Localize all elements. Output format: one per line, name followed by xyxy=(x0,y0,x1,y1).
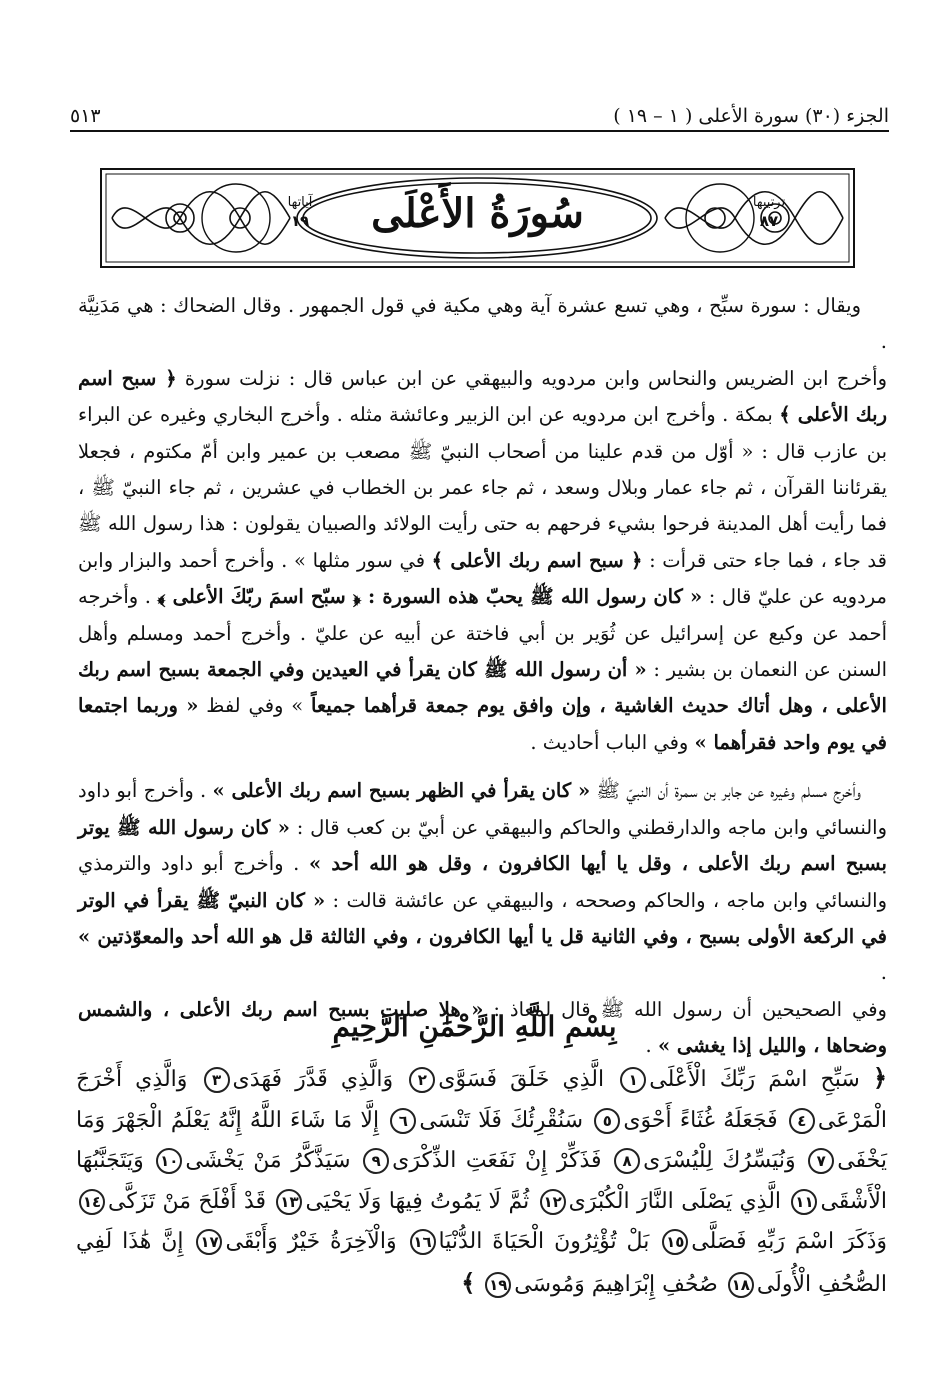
hadith-quote: « هلا صليت بسبح اسم ربك الأعلى ، والشمس وضحاها ، والليل إذا يغشى » xyxy=(78,997,887,1058)
verse-number-marker: ١ xyxy=(620,1067,646,1093)
order-number: ٨٧ xyxy=(759,212,779,230)
verse-number-marker: ١٢ xyxy=(540,1189,566,1215)
text-run: في سور مثلها » . وأخرج أحمد والبزار وابن مردويه عن عليّ قال : xyxy=(78,548,887,609)
verse-text: وَالَّذِي أَخْرَجَ الْمَرْعَى xyxy=(76,1067,888,1133)
verse-number-marker: ٣ xyxy=(204,1067,230,1093)
text-run: ويقال : سورة سبِّح ، وهي تسع عشرة آية وهي مكية في قول الجمهور . وقال الضحاك : هي مَدَنِيَّة . xyxy=(78,294,887,354)
verse-text: بَلْ تُؤْثِرُونَ الْحَيَاةَ الدُّنْيَا xyxy=(438,1229,650,1254)
verse-number-marker: ١١ xyxy=(791,1189,817,1215)
text-run: . وأخرج أبو داود والنسائي وابن ماجه والدارقطني والحاكم والبيهقي عن أبيّ بن كعب قال : xyxy=(78,779,888,839)
page-number: ٥١٣ xyxy=(70,105,101,127)
header-title: الجزء (٣٠) سورة الأعلى ( ١ – ١٩ ) xyxy=(613,105,889,127)
text-run: » وفي لفظ xyxy=(198,694,312,718)
hadith-quote: « كان النبيّ ﷺ يقرأ في الوتر في الركعة الأولى بسبح ، وفي الثانية قل يا أيها الكافرون ، وفي الثالثة قل هو الله أحد والمعوّذتين » xyxy=(78,888,887,948)
open-bracket: ﴿ xyxy=(872,1063,887,1092)
commentary-paragraph xyxy=(78,773,887,991)
verse-text: وَيَتَجَنَّبُهَا الْأَشْقَى xyxy=(76,1148,888,1214)
verses-label: آياتها xyxy=(287,195,313,210)
verse-text: سَيَذَّكَّرُ مَنْ يَخْشَى xyxy=(185,1148,351,1173)
basmala: بِسْمِ اللَّهِ الرَّحْمَٰنِ الرَّحِيمِ xyxy=(332,1010,617,1043)
surah-title-frame xyxy=(100,168,855,268)
close-bracket: ﴾ xyxy=(461,1267,476,1297)
text-run: وفي الصحيحين أن رسول الله ﷺ قال لمعاذ : xyxy=(483,997,887,1021)
hadith-quote: « كان يقرأ في الظهر بسبح اسم ربك الأعلى » xyxy=(212,779,591,803)
verse-number-marker: ١٩ xyxy=(485,1272,511,1298)
verse-text: سَبِّحِ اسْمَ رَبِّكَ الْأَعْلَى xyxy=(649,1067,860,1092)
text-run: وأخرج ابن الضريس والنحاس وابن مردويه والبيهقي عن ابن عباس قال : نزلت سورة xyxy=(176,366,887,390)
text-run: وفي الباب أحاديث . xyxy=(530,730,695,754)
quran-citation: ﴿ سبح اسم ربك الأعلى ﴾ xyxy=(78,366,887,427)
text-run: . وأخرج أبو داود والترمذي والنسائي وابن ماجه ، والحاكم وصححه ، والبيهقي عن عائشة قالت : xyxy=(78,852,887,912)
verse-text: صُحُفِ إِبْرَاهِيمَ وَمُوسَى xyxy=(514,1271,718,1297)
verse-number-marker: ٧ xyxy=(808,1148,834,1174)
hadith-quote: « كان رسول الله ﷺ يحبّ هذه السورة : ﴿ سبّح اسمَ ربّكَ الأعلى ﴾ xyxy=(157,585,703,609)
hadith-quote: « أن رسول الله ﷺ كان يقرأ في العيدين وفي الجمعة بسبح اسم ربك الأعلى ، وهل أتاك حديث الغاشية ، وإن وافق يوم جمعة قرأهما جميعاً xyxy=(78,658,887,718)
running-header xyxy=(70,96,889,132)
verse-text: وَالْآخِرَةُ خَيْرٌ وَأَبْقَى xyxy=(225,1229,397,1254)
text-run: . xyxy=(645,1034,658,1058)
verse-text: إِنَّ هَٰذَا لَفِي الصُّحُفِ الْأُولَى xyxy=(76,1229,887,1297)
verse-number-marker: ٩ xyxy=(363,1148,389,1174)
text-run: . وأخرجه أحمد عن وكيع عن إسرائيل عن ثُوَير بن أبي فاختة عن أبيه عن عليّ . وأخرج أحمد ومسلم وأهل السنن عن النعمان بن بشير : xyxy=(78,585,887,682)
verse-number-marker: ١٨ xyxy=(728,1272,754,1298)
verses-number: ١٩ xyxy=(290,212,310,230)
verses-count-medallion xyxy=(268,182,332,252)
order-label: ترتيبها xyxy=(752,195,786,210)
commentary-paragraph xyxy=(78,288,887,361)
verse-number-marker: ١٥ xyxy=(662,1229,688,1255)
verse-number-marker: ٨ xyxy=(614,1148,640,1174)
verse-text: وَالَّذِي قَدَّرَ فَهَدَى xyxy=(232,1067,394,1092)
verse-number-marker: ١٦ xyxy=(410,1229,436,1255)
text-run: . xyxy=(880,961,887,985)
quran-verses xyxy=(76,1058,887,1305)
text-run: بمكة . وأخرج ابن مردويه عن ابن الزبير وعائشة مثله . وأخرج البخاري وغيره عن البراء بن عازب قال : « أوّل من قدم علينا من أصحاب النبيّ ﷺ مصعب بن عمير وابن أمّ مكتوم ، فجعلا يقرئاننا القرآن ، ثم جاء عمار وبلال وسعد ، ثم جاء عمر بن الخطاب في عشرين ، ثم جاء النبيّ ﷺ ، فما رأيت أهل المدينة فرحوا بشيء فرحهم به حتى رأيت الولائد والصبيان يقولون : هذا رسول الله ﷺ قد جاء ، فما جاء حتى قرأت : xyxy=(78,403,887,572)
verse-text: فَذَكِّرْ إِنْ نَفَعَتِ الذِّكْرَى xyxy=(392,1148,602,1173)
verse-number-marker: ٢ xyxy=(409,1067,435,1093)
verse-number-marker: ١٣ xyxy=(276,1189,302,1215)
quran-citation: ﴿ سبح اسم ربك الأعلى ﴾ xyxy=(431,548,643,572)
verse-text: قَدْ أَفْلَحَ مَنْ تَزَكَّى xyxy=(108,1188,267,1214)
verse-number-marker: ١٤ xyxy=(79,1189,105,1215)
verse-number-marker: ٥ xyxy=(594,1108,620,1134)
verse-text: وَنُيَسِّرُكَ لِلْيُسْرَى xyxy=(643,1148,796,1173)
hadith-quote: « وربما اجتمعا في يوم واحد فقرأهما » xyxy=(78,694,887,754)
text-run: وأخرج مسلم وغيره عن جابر بن سمرة أن النبيّ ﷺ xyxy=(590,779,861,803)
verse-text: الَّذِي يَصْلَى النَّارَ الْكُبْرَى xyxy=(568,1188,782,1214)
verse-text: فَجَعَلَهُ غُثَاءً أَحْوَى xyxy=(623,1107,778,1133)
hadith-quote: « كان رسول الله ﷺ يوتر بسبح اسم ربك الأعلى ، وقل يا أيها الكافرون ، وقل هو الله أحد » xyxy=(78,815,887,876)
verse-number-marker: ٤ xyxy=(789,1108,815,1134)
commentary-text xyxy=(78,288,887,1065)
surah-name: سُورَةُ الأَعْلَى xyxy=(371,190,584,237)
verse-number-marker: ١٧ xyxy=(196,1229,222,1255)
verse-text: وَذَكَرَ اسْمَ رَبِّهِ فَصَلَّى xyxy=(691,1229,888,1254)
verse-text: سَنُقْرِئُكَ فَلَا تَنْسَى xyxy=(419,1107,584,1133)
commentary-paragraph xyxy=(78,361,887,761)
verse-text: الَّذِي خَلَقَ فَسَوَّى xyxy=(438,1067,605,1092)
verse-text: ثُمَّ لَا يَمُوتُ فِيهَا وَلَا يَحْيَى xyxy=(305,1188,530,1214)
order-medallion xyxy=(737,182,801,252)
verse-text: إِلَّا مَا شَاءَ اللَّهُ إِنَّهُ يَعْلَمُ الْجَهْرَ وَمَا يَخْفَى xyxy=(76,1107,887,1173)
verse-number-marker: ١٠ xyxy=(156,1148,182,1174)
verse-number-marker: ٦ xyxy=(390,1108,416,1134)
